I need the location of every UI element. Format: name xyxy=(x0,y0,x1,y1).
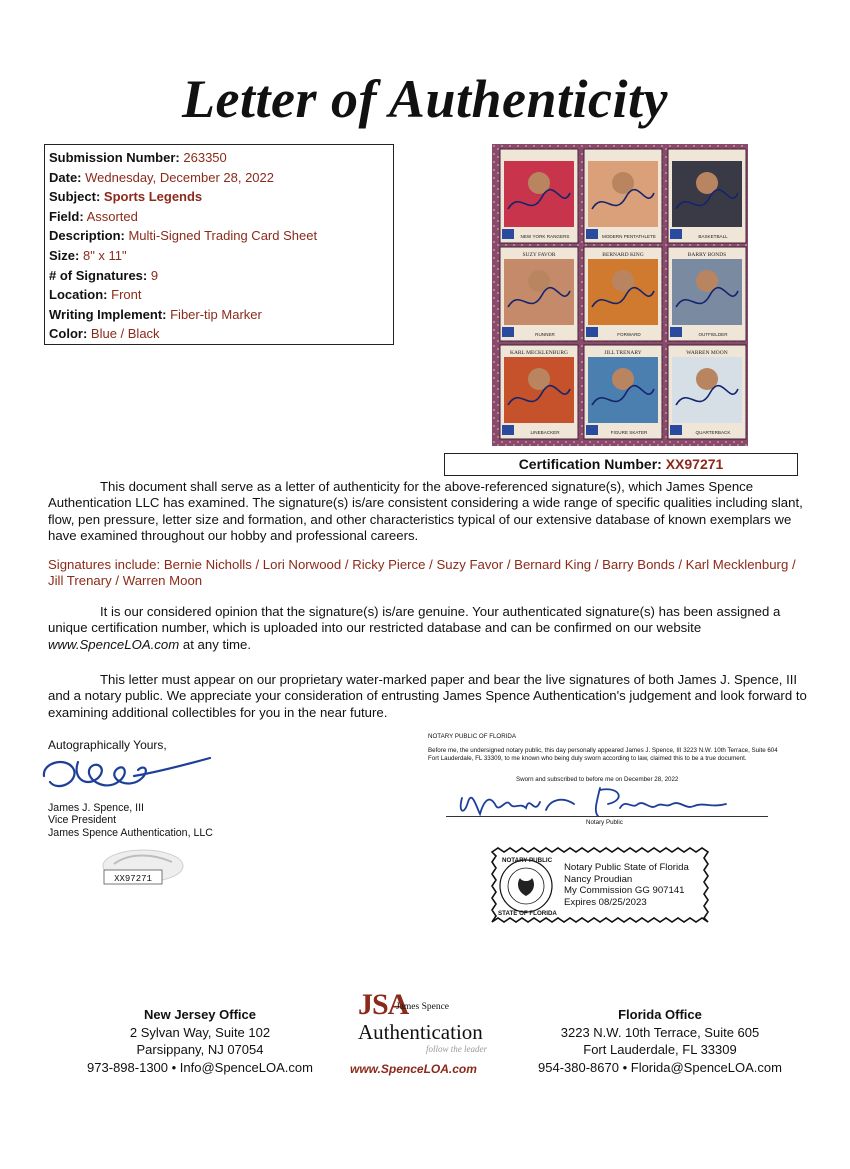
info-row-field: Field: Assorted xyxy=(49,208,138,224)
card-position: NEW YORK RANGERS xyxy=(520,234,570,239)
card-logo-badge xyxy=(670,425,682,435)
trading-card xyxy=(500,345,578,439)
notary-stamp xyxy=(488,846,712,924)
card-player-name: WARREN MOON xyxy=(686,350,728,356)
trading-card xyxy=(584,345,662,439)
info-row-location: Location: Front xyxy=(49,287,142,303)
jsa-logo: JSA James Spence Authentication follow the leader www.SpenceLOA.com xyxy=(350,988,487,1076)
card-player-name: BERNARD KING xyxy=(602,252,644,258)
notary-text: Before me, the undersigned notary public, this day personally appeared James J. Spence, III 3223 N.W. 10th Terrace, Suite 604 Fort Lauderdale, FL 33309, to me known who being duly sworn according to law, claimed this to be a true document. xyxy=(428,747,778,762)
info-row-color: Color: Blue / Black xyxy=(49,326,160,342)
trading-card xyxy=(584,149,662,243)
signer-name: James J. Spence, III xyxy=(48,802,144,814)
info-row-date: Date: Wednesday, December 28, 2022 xyxy=(49,169,274,185)
card-position: RUNNER xyxy=(535,332,555,337)
trading-card xyxy=(500,247,578,341)
card-grid-graphic xyxy=(492,144,748,446)
notary-public-label: Notary Public xyxy=(586,819,623,826)
paper-requirement-paragraph: This letter must appear on our proprietary water-marked paper and bear the live signatures of both James J. Spence, III and a notary public. We appreciate your consideration of entrusting James Spence Authentication's judgement and look forward to examining additional collectibles for you in the near future. xyxy=(48,672,807,720)
submission-info-box xyxy=(44,144,394,345)
card-logo-badge xyxy=(502,327,514,337)
info-row-submission-number: Submission Number: 263350 xyxy=(49,150,227,165)
card-position: LINEBACKER xyxy=(530,430,560,435)
trading-card xyxy=(584,247,662,341)
card-logo-badge xyxy=(670,229,682,239)
signer-title: Vice President xyxy=(48,814,117,826)
certification-label: Certification Number: xyxy=(518,456,662,472)
signer-company: James Spence Authentication, LLC xyxy=(48,827,213,839)
info-row-size: Size: 8" x 11" xyxy=(49,247,127,263)
trading-card xyxy=(668,149,746,243)
notary-heading: NOTARY PUBLIC OF FLORIDA xyxy=(428,733,517,740)
nj-office-block: New Jersey Office 2 Sylvan Way, Suite 102 Parsippany, NJ 07054 973-898-1300 • Info@SpenceLOA.com xyxy=(87,1007,313,1075)
card-logo-badge xyxy=(586,425,598,435)
trading-card xyxy=(668,345,746,439)
card-position: FIGURE SKATER xyxy=(610,430,648,435)
page-title: Letter of Authenticity xyxy=(182,69,668,129)
info-row-description: Description: Multi-Signed Trading Card Sheet xyxy=(49,228,318,244)
info-row-subject: Subject: Sports Legends xyxy=(49,189,203,205)
card-player-name: KARL MECKLENBURG xyxy=(509,350,569,356)
signatures-list: Signatures include: Bernie Nicholls / Lori Norwood / Ricky Pierce / Suzy Favor / Bernard King / Barry Bonds / Karl Mecklenburg / Jill Trenary / Warren Moon xyxy=(48,557,796,589)
trading-card xyxy=(500,149,578,243)
card-position: BASKETBALL xyxy=(698,234,728,239)
card-player-name: JILL TRENARY xyxy=(604,350,642,356)
notary-signature-line xyxy=(446,816,768,817)
sticker-number: XX97271 xyxy=(114,874,152,884)
seal-top-text: NOTARY PUBLIC xyxy=(502,857,553,864)
trading-card-sheet-image xyxy=(492,144,748,446)
notary-sworn-line: Sworn and subscribed to before me on December 28, 2022 xyxy=(516,776,679,783)
fl-office-block: Florida Office 3223 N.W. 10th Terrace, Suite 605 Fort Lauderdale, FL 33309 954-380-8670 • Florida@SpenceLOA.com xyxy=(538,1007,782,1075)
trading-card xyxy=(668,247,746,341)
card-player-name: SUZY FAVOR xyxy=(522,252,556,258)
authenticity-paragraph: This document shall serve as a letter of authenticity for the above-referenced signature(s), which James Spence Authentication LLC has examined. The signature(s) is/are consistent considering a wide range of specific qualities including slant, flow, pen pressure, letter size and formation, and other characteristics typical of our extensive database of known exemplars we have examined throughout our hobby and professional careers. xyxy=(48,479,803,544)
seal-bottom-text: STATE OF FLORIDA xyxy=(498,910,557,917)
certification-number-box xyxy=(444,453,798,476)
spence-signature xyxy=(38,748,218,796)
card-position: OUTFIELDER xyxy=(698,332,728,337)
card-logo-badge xyxy=(586,327,598,337)
opinion-paragraph: It is our considered opinion that the signature(s) is/are genuine. Your authenticated signature(s) has been assigned a unique certification number, which is uploaded into our restricted database and can be confirmed on our website www.SpenceLOA.com at any time. xyxy=(48,604,781,652)
logo-website[interactable]: www.SpenceLOA.com xyxy=(350,1062,477,1076)
card-player-name: BARRY BONDS xyxy=(687,252,727,258)
card-position: FORWARD xyxy=(617,332,641,337)
card-position: QUARTERBACK xyxy=(695,430,731,435)
card-logo-badge xyxy=(502,425,514,435)
closing-text: Autographically Yours, xyxy=(48,738,167,752)
card-position: MODERN PENTATHLETE xyxy=(602,234,656,239)
card-logo-badge xyxy=(502,229,514,239)
info-row-signature-count: # of Signatures: 9 xyxy=(49,267,159,283)
info-row-writing-implement: Writing Implement: Fiber-tip Marker xyxy=(49,306,262,322)
card-logo-badge xyxy=(586,229,598,239)
card-logo-badge xyxy=(670,327,682,337)
website-link[interactable]: www.SpenceLOA.com xyxy=(48,636,180,652)
stamp-text: Notary Public State of Florida Nancy Proudian My Commission GG 907141 Expires 08/25/2023 xyxy=(564,862,689,908)
certification-number: XX97271 xyxy=(665,456,724,472)
